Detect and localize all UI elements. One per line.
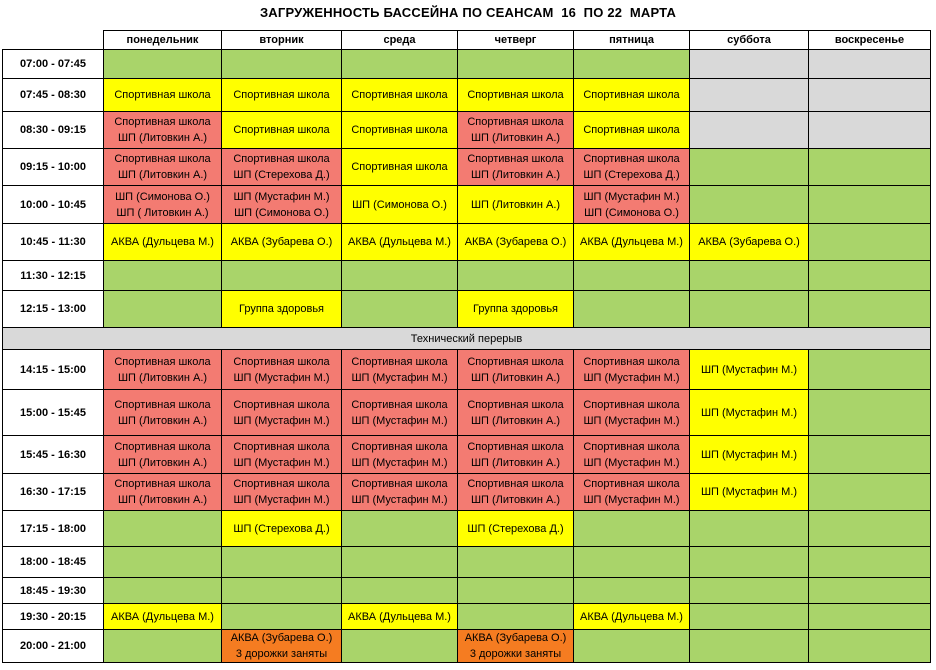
session-label: Спортивная школа <box>467 355 564 368</box>
session-label: ШП (Мустафин М.) <box>351 456 448 469</box>
schedule-cell <box>808 603 931 630</box>
session-label: ШП (Мустафин М.) <box>351 414 448 427</box>
time-slot: 11:30 - 12:15 <box>2 260 104 291</box>
schedule-cell <box>689 260 809 291</box>
session-label: АКВА (Зубарева О.) <box>698 236 800 248</box>
schedule-cell <box>808 49 931 79</box>
session-label: ШП (Мустафин М.) <box>233 371 330 384</box>
schedule-cell <box>341 111 458 149</box>
schedule-cell <box>808 111 931 149</box>
time-slot: 15:45 - 16:30 <box>2 435 104 474</box>
session-label: АКВА (Зубарева О.) <box>464 632 567 644</box>
session-label: Спортивная школа <box>583 478 680 490</box>
schedule-cell <box>457 223 574 261</box>
session-label: ШП (Мустафин М.) <box>351 494 448 506</box>
session-label: Спортивная школа <box>114 355 211 368</box>
schedule-cell <box>573 629 690 663</box>
session-label: Спортивная школа <box>467 440 564 453</box>
schedule-cell <box>573 510 690 547</box>
schedule-cell <box>221 185 342 224</box>
time-slot: 15:00 - 15:45 <box>2 389 104 436</box>
schedule-cell <box>573 185 690 224</box>
schedule-cell <box>457 78 574 112</box>
session-label: Спортивная школа <box>351 124 448 136</box>
schedule-cell <box>341 185 458 224</box>
schedule-cell <box>221 49 342 79</box>
schedule-cell <box>457 435 574 474</box>
schedule-cell <box>103 148 222 186</box>
session-label: Группа здоровья <box>238 303 325 315</box>
schedule-cell <box>573 546 690 578</box>
session-label: Спортивная школа <box>114 153 211 165</box>
session-label: ШП (Литовкин А.) <box>117 371 208 384</box>
schedule-cell <box>457 185 574 224</box>
schedule-cell <box>573 148 690 186</box>
session-label: ШП (Мустафин М.) <box>233 414 330 427</box>
session-label: Спортивная школа <box>467 153 564 165</box>
session-label: Спортивная школа <box>233 355 330 368</box>
time-slot: 07:45 - 08:30 <box>2 78 104 112</box>
session-label: 3 дорожки заняты <box>235 648 328 660</box>
session-label: ШП (Литовкин А.) <box>470 198 561 211</box>
session-label: ШП (Мустафин М.) <box>700 406 798 419</box>
schedule-cell <box>103 349 222 390</box>
schedule-cell <box>341 78 458 112</box>
session-label: ШП (Стерехова Д.) <box>233 522 330 535</box>
schedule-cell <box>341 148 458 186</box>
time-slot: 19:30 - 20:15 <box>2 603 104 630</box>
session-label: Спортивная школа <box>351 398 448 411</box>
session-label: Спортивная школа <box>233 398 330 411</box>
time-slot: 10:45 - 11:30 <box>2 223 104 261</box>
schedule-cell <box>221 111 342 149</box>
session-label: ШП (Литовкин А.) <box>117 414 208 427</box>
schedule-cell <box>103 49 222 79</box>
schedule-cell <box>103 223 222 261</box>
schedule-cell <box>808 290 931 328</box>
session-label: ШП (Литовкин А.) <box>117 456 208 469</box>
session-label: Спортивная школа <box>583 89 680 101</box>
time-slot: 10:00 - 10:45 <box>2 185 104 224</box>
session-label: АКВА (Дульцева М.) <box>111 236 214 248</box>
schedule-cell <box>221 389 342 436</box>
day-header: четверг <box>457 30 574 50</box>
schedule-cell <box>103 290 222 328</box>
schedule-cell <box>689 148 809 186</box>
schedule-cell <box>457 603 574 630</box>
schedule-cell <box>689 389 809 436</box>
schedule-cell <box>573 577 690 604</box>
schedule-cell <box>573 389 690 436</box>
schedule-cell <box>573 78 690 112</box>
schedule-cell <box>221 223 342 261</box>
session-label: ШП (Литовкин А.) <box>470 456 561 469</box>
session-label: Спортивная школа <box>351 440 448 453</box>
schedule-cell <box>573 603 690 630</box>
session-label: АКВА (Зубарева О.) <box>230 236 333 248</box>
schedule-cell <box>689 546 809 578</box>
session-label: ШП (Мустафин М.) <box>233 494 330 506</box>
session-label: Спортивная школа <box>114 116 211 128</box>
session-label: 3 дорожки заняты <box>469 648 562 660</box>
session-label: Спортивная школа <box>467 478 564 490</box>
day-header: суббота <box>689 30 809 50</box>
schedule-cell <box>341 260 458 291</box>
time-slot: 18:45 - 19:30 <box>2 577 104 604</box>
schedule-cell <box>808 435 931 474</box>
schedule-cell <box>689 111 809 149</box>
session-label: АКВА (Дульцева М.) <box>111 610 214 623</box>
schedule-cell <box>573 290 690 328</box>
schedule-cell <box>689 78 809 112</box>
session-label: АКВА (Дульцева М.) <box>348 610 451 623</box>
session-label: ШП (Литовкин А.) <box>470 169 561 181</box>
schedule-cell <box>103 546 222 578</box>
schedule-cell <box>573 49 690 79</box>
day-header: среда <box>341 30 458 50</box>
schedule-cell <box>341 510 458 547</box>
schedule-cell <box>103 435 222 474</box>
schedule-cell <box>689 473 809 511</box>
schedule-cell <box>221 473 342 511</box>
schedule-cell <box>808 546 931 578</box>
schedule-cell <box>103 111 222 149</box>
schedule-cell <box>341 349 458 390</box>
session-label: Спортивная школа <box>114 478 211 490</box>
session-label: Спортивная школа <box>583 153 680 165</box>
time-slot: 18:00 - 18:45 <box>2 546 104 578</box>
session-label: Спортивная школа <box>467 398 564 411</box>
session-label: Спортивная школа <box>114 89 211 101</box>
schedule-cell <box>808 78 931 112</box>
schedule-cell <box>221 629 342 663</box>
schedule-cell <box>457 389 574 436</box>
schedule-cell <box>103 577 222 604</box>
day-header: воскресенье <box>808 30 931 50</box>
session-label: ШП (Мустафин М.) <box>233 456 330 469</box>
schedule-cell <box>808 473 931 511</box>
schedule-cell <box>808 260 931 291</box>
schedule-cell <box>103 78 222 112</box>
session-label: ШП (Симонова О.) <box>234 206 329 219</box>
time-slot: 20:00 - 21:00 <box>2 629 104 663</box>
session-label: ШП (Мустафин М.) <box>583 494 680 506</box>
schedule-cell <box>341 389 458 436</box>
schedule-cell <box>103 629 222 663</box>
schedule-cell <box>221 349 342 390</box>
session-label: Спортивная школа <box>233 124 330 136</box>
session-label: Спортивная школа <box>351 89 448 101</box>
schedule-cell <box>457 111 574 149</box>
session-label: ШП (Литовкин А.) <box>117 132 208 144</box>
schedule-cell <box>103 260 222 291</box>
session-label: ШП (Симонова О.) <box>584 206 679 219</box>
session-label: ШП (Мустафин М.) <box>583 456 680 469</box>
session-label: Спортивная школа <box>233 89 330 101</box>
schedule-cell <box>808 349 931 390</box>
schedule-cell <box>103 473 222 511</box>
schedule-cell <box>457 148 574 186</box>
time-slot: 14:15 - 15:00 <box>2 349 104 390</box>
time-slot: 12:15 - 13:00 <box>2 290 104 328</box>
schedule-cell <box>573 349 690 390</box>
session-label: АКВА (Дульцева М.) <box>580 236 683 248</box>
schedule-cell <box>689 603 809 630</box>
schedule-cell <box>689 510 809 547</box>
session-label: ШП (Литовкин А.) <box>117 169 208 181</box>
session-label: ШП (Стерехова Д.) <box>467 522 564 535</box>
session-label: ШП (Литовкин А.) <box>470 371 561 384</box>
time-slot: 09:15 - 10:00 <box>2 148 104 186</box>
schedule-cell <box>341 546 458 578</box>
session-label: ШП (Мустафин М.) <box>583 190 680 203</box>
schedule-cell <box>457 577 574 604</box>
session-label: ШП (Мустафин М.) <box>700 363 798 376</box>
session-label: ШП (Стерехова Д.) <box>583 169 680 181</box>
schedule-cell <box>808 629 931 663</box>
schedule-cell <box>221 290 342 328</box>
schedule-cell <box>689 49 809 79</box>
schedule-cell <box>341 290 458 328</box>
session-label: Спортивная школа <box>583 440 680 453</box>
schedule-cell <box>103 389 222 436</box>
schedule-cell <box>689 290 809 328</box>
schedule-cell <box>103 185 222 224</box>
session-label: Спортивная школа <box>351 161 448 173</box>
schedule-cell <box>341 629 458 663</box>
schedule-cell <box>341 49 458 79</box>
session-label: Спортивная школа <box>233 478 330 490</box>
schedule-cell <box>808 577 931 604</box>
schedule-cell <box>689 223 809 261</box>
time-slot: 08:30 - 09:15 <box>2 111 104 149</box>
day-header: понедельник <box>103 30 222 50</box>
schedule-cell <box>573 260 690 291</box>
session-label: ШП (Литовкин А.) <box>470 494 561 506</box>
schedule-cell <box>689 435 809 474</box>
session-label: Спортивная школа <box>114 440 211 453</box>
day-header: вторник <box>221 30 342 50</box>
schedule-cell <box>689 629 809 663</box>
schedule-cell <box>573 435 690 474</box>
session-label: ШП (Литовкин А.) <box>117 494 208 506</box>
schedule-cell <box>341 223 458 261</box>
session-label: ШП (Симонова О.) <box>352 198 447 211</box>
session-label: Спортивная школа <box>583 398 680 411</box>
session-label: ШП (Мустафин М.) <box>233 190 330 203</box>
schedule-cell <box>573 111 690 149</box>
schedule-cell <box>221 260 342 291</box>
session-label: Спортивная школа <box>467 89 564 101</box>
schedule-cell <box>103 510 222 547</box>
time-slot: 16:30 - 17:15 <box>2 473 104 511</box>
time-slot: 17:15 - 18:00 <box>2 510 104 547</box>
schedule-cell <box>457 546 574 578</box>
session-label: АКВА (Дульцева М.) <box>348 236 451 248</box>
schedule-cell <box>457 290 574 328</box>
session-label: АКВА (Дульцева М.) <box>580 610 683 623</box>
time-slot: 07:00 - 07:45 <box>2 49 104 79</box>
schedule-cell <box>689 349 809 390</box>
schedule-cell <box>457 510 574 547</box>
schedule-cell <box>689 185 809 224</box>
session-label: Спортивная школа <box>233 153 330 165</box>
session-label: ШП ( Литовкин А.) <box>116 206 209 219</box>
session-label: Спортивная школа <box>351 355 448 368</box>
schedule-cell <box>808 185 931 224</box>
schedule-cell <box>457 49 574 79</box>
session-label: ШП (Мустафин М.) <box>583 371 680 384</box>
schedule-cell <box>573 473 690 511</box>
technical-break-row: Технический перерыв <box>2 327 931 350</box>
schedule-cell <box>221 577 342 604</box>
session-label: ШП (Мустафин М.) <box>700 448 798 461</box>
schedule-cell <box>221 78 342 112</box>
session-label: Спортивная школа <box>583 124 680 136</box>
schedule-cell <box>221 510 342 547</box>
session-label: АКВА (Зубарева О.) <box>230 632 333 644</box>
schedule-cell <box>103 603 222 630</box>
schedule-cell <box>457 473 574 511</box>
session-label: Спортивная школа <box>233 440 330 453</box>
schedule-cell <box>221 603 342 630</box>
schedule-cell <box>808 510 931 547</box>
page-title: ЗАГРУЖЕННОСТЬ БАССЕЙНА ПО СЕАНСАМ 16 ПО 22 МАРТА <box>259 5 677 20</box>
schedule-cell <box>808 223 931 261</box>
schedule-cell <box>457 260 574 291</box>
session-label: Спортивная школа <box>467 116 564 128</box>
session-label: ШП (Симонова О.) <box>115 190 210 203</box>
session-label: ШП (Литовкин А.) <box>470 414 561 427</box>
session-label: ШП (Мустафин М.) <box>351 371 448 384</box>
schedule-cell <box>221 148 342 186</box>
schedule-cell <box>221 435 342 474</box>
session-label: ШП (Мустафин М.) <box>700 486 798 498</box>
schedule-cell <box>689 577 809 604</box>
session-label: Группа здоровья <box>472 303 559 315</box>
schedule-cell <box>573 223 690 261</box>
session-label: ШП (Стерехова Д.) <box>233 169 330 181</box>
day-header: пятница <box>573 30 690 50</box>
schedule-cell <box>341 603 458 630</box>
session-label: ШП (Литовкин А.) <box>470 132 561 144</box>
schedule-cell <box>221 546 342 578</box>
schedule-cell <box>808 389 931 436</box>
schedule-cell <box>808 148 931 186</box>
schedule-cell <box>341 473 458 511</box>
session-label: ШП (Мустафин М.) <box>583 414 680 427</box>
schedule-cell <box>457 349 574 390</box>
session-label: АКВА (Зубарева О.) <box>464 236 567 248</box>
schedule-cell <box>341 435 458 474</box>
header-corner <box>2 30 104 50</box>
session-label: Спортивная школа <box>583 355 680 368</box>
schedule-cell <box>457 629 574 663</box>
schedule-cell <box>341 577 458 604</box>
session-label: Спортивная школа <box>114 398 211 411</box>
session-label: Спортивная школа <box>351 478 448 490</box>
